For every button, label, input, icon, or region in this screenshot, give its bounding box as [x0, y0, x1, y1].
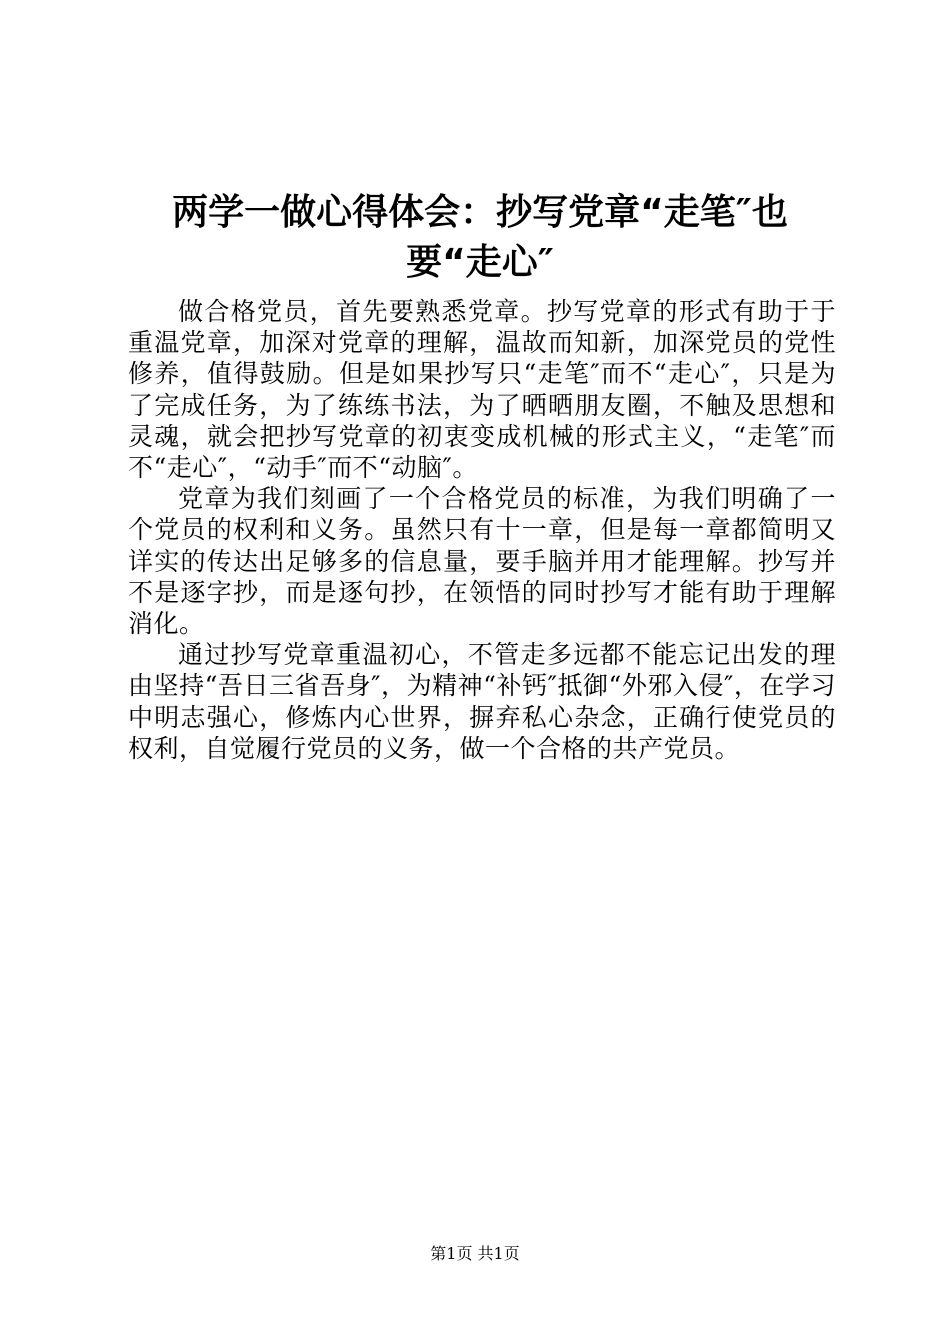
document-title: 两学一做心得体会：抄写党章“走笔″也要“走心″	[172, 192, 788, 283]
paragraph: 做合格党员，首先要熟悉党章。抄写党章的形式有助于于重温党章，加深对党章的理解，温故而知新，加深党员的党性修养，值得鼓励。但是如果抄写只“走笔″而不“走心″，只是为了完成任务，为了练练书法，为了晒晒朋友圈，不触及思想和灵魂，就会把抄写党章的初衷变成机械的形式主义，“走笔″而不“走心″，“动手″而不“动脑″。	[128, 297, 836, 483]
page-footer: 第1页 共1页	[430, 1244, 520, 1263]
paragraph: 党章为我们刻画了一个合格党员的标准，为我们明确了一个党员的权利和义务。虽然只有十一章，但是每一章都简明又详实的传达出足够多的信息量，要手脑并用才能理解。抄写并不是逐字抄，而是逐句抄，在领悟的同时抄写才能有助于理解消化。	[128, 484, 836, 639]
paragraph: 通过抄写党章重温初心，不管走多远都不能忘记出发的理由坚持“吾日三省吾身″，为精神“补钙″抵御“外邪入侵″，在学习中明志强心，修炼内心世界，摒弃私心杂念，正确行使党员的权利，自觉履行党员的义务，做一个合格的共产党员。	[128, 640, 836, 763]
document-body	[128, 296, 836, 764]
